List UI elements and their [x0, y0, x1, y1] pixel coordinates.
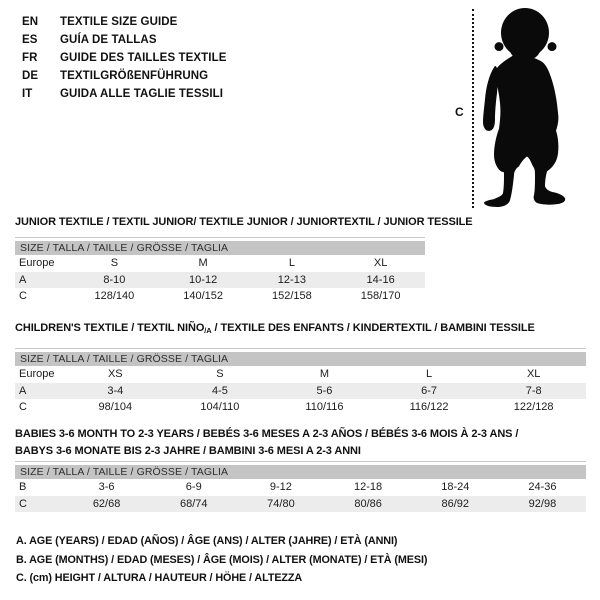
- size-cell: 68/74: [179, 497, 208, 510]
- row-label: B: [19, 481, 27, 494]
- size-cell: 24-36: [528, 481, 557, 494]
- baby-silhouette-icon: [479, 6, 579, 208]
- size-cell: 9-12: [269, 481, 292, 494]
- size-cell: 8-10: [103, 273, 126, 286]
- size-cell: L: [288, 257, 295, 270]
- table-row: [15, 479, 586, 496]
- table-row: [15, 383, 586, 400]
- size-cell: 92/98: [528, 497, 557, 510]
- size-cell: 104/110: [200, 401, 240, 414]
- height-measure-label: C: [455, 105, 464, 119]
- table-row: [15, 272, 425, 289]
- size-cell: 6-7: [421, 384, 438, 397]
- size-cell: 6-9: [185, 481, 202, 494]
- size-cell: 86/92: [441, 497, 470, 510]
- size-cell: S: [216, 368, 224, 381]
- legend-note-a: A. AGE (YEARS) / EDAD (AÑOS) / ÂGE (ANS) / ALTER (JAHRE) / ETÀ (ANNI): [16, 535, 398, 547]
- size-cell: M: [319, 368, 330, 381]
- row-label: C: [19, 497, 27, 510]
- language-code: IT: [22, 88, 33, 100]
- size-cell: 152/158: [271, 290, 312, 303]
- row-label: C: [19, 401, 27, 414]
- size-cell: 4-5: [211, 384, 228, 397]
- language-title: TEXTILGRÖßENFÜHRUNG: [60, 70, 209, 82]
- language-code: FR: [22, 52, 38, 64]
- size-cell: 7-8: [525, 384, 542, 397]
- row-label: A: [19, 384, 27, 397]
- language-row: [22, 13, 227, 31]
- size-cell: M: [198, 257, 208, 270]
- babies-title-line2: BABYS 3-6 MONATE BIS 2-3 JAHRE / BAMBINI 3-6 MESI A 2-3 ANNI: [15, 445, 361, 457]
- babies-size-table: [15, 461, 586, 512]
- legend-note-c: C. (cm) HEIGHT / ALTURA / HAUTEUR / HÖHE / ALTEZZA: [16, 572, 303, 584]
- size-cell: 12-13: [277, 273, 306, 286]
- size-cell: 74/80: [267, 497, 295, 510]
- size-cell: 62/68: [92, 497, 121, 510]
- size-header-bar: SIZE / TALLA / TAILLE / GRÖSSE / TAGLIA: [15, 465, 586, 479]
- row-label: A: [19, 273, 27, 286]
- children-title-post: / TEXTILE DES ENFANTS / KINDERTEXTIL / BAMBINI TESSILE: [211, 322, 535, 334]
- legend-note-b: B. AGE (MONTHS) / EDAD (MESES) / ÂGE (MOIS) / ALTER (MONATE) / ETÀ (MESI): [16, 553, 428, 566]
- junior-table-title: JUNIOR TEXTILE / TEXTIL JUNIOR/ TEXTILE JUNIOR / JUNIORTEXTIL / JUNIOR TESSILE: [15, 216, 473, 228]
- legend-notes: [16, 532, 427, 588]
- size-cell: 3-6: [98, 481, 115, 494]
- size-cell: 98/104: [98, 401, 133, 414]
- language-row: [22, 31, 227, 49]
- size-header-bar: SIZE / TALLA / TAILLE / GRÖSSE / TAGLIA: [15, 241, 425, 255]
- size-cell: 140/152: [183, 290, 223, 303]
- size-header-bar: SIZE / TALLA / TAILLE / GRÖSSE / TAGLIA: [15, 352, 586, 366]
- language-title: GUÍA DE TALLAS: [60, 34, 157, 46]
- language-title-list: [22, 13, 227, 103]
- size-cell: XL: [373, 257, 388, 270]
- children-title-pre: CHILDREN'S TEXTILE / TEXTIL NIÑO: [15, 322, 205, 334]
- table-row: [15, 496, 586, 513]
- language-row: [22, 85, 227, 103]
- language-title: TEXTILE SIZE GUIDE: [60, 16, 178, 28]
- size-cell: 10-12: [189, 273, 218, 286]
- size-cell: 158/170: [360, 290, 401, 303]
- size-cell: 5-6: [316, 384, 333, 397]
- table-row: [15, 366, 586, 383]
- table-row: [15, 399, 586, 416]
- size-cell: 110/116: [305, 401, 344, 414]
- size-cell: 128/140: [94, 290, 135, 303]
- size-cell: 80/86: [354, 497, 382, 510]
- row-label: Europe: [19, 368, 55, 381]
- size-cell: 12-18: [354, 481, 383, 494]
- babies-title-line1: BABIES 3-6 MONTH TO 2-3 YEARS / BEBÉS 3-6 MESES A 2-3 AÑOS / BÉBÉS 3-6 MOIS À 2-3 ANS /: [15, 428, 519, 440]
- size-cell: XL: [526, 368, 541, 381]
- language-code: EN: [22, 16, 39, 28]
- size-cell: 18-24: [441, 481, 470, 494]
- language-row: [22, 67, 227, 85]
- language-title: GUIDA ALLE TAGLIE TESSILI: [60, 88, 224, 100]
- children-title-sub: /A: [204, 326, 212, 335]
- row-label: C: [19, 290, 27, 303]
- row-label: Europe: [19, 257, 55, 270]
- table-row: [15, 255, 425, 272]
- children-size-table: [15, 348, 586, 416]
- height-measure-line: [472, 9, 474, 208]
- size-cell: 122/128: [513, 401, 554, 414]
- size-cell: 3-4: [107, 384, 124, 397]
- children-table-title: [15, 322, 535, 335]
- babies-table-title: [15, 426, 580, 460]
- size-cell: 116/122: [409, 401, 449, 414]
- size-cell: S: [110, 257, 119, 270]
- language-row: [22, 49, 227, 67]
- junior-size-table: [15, 237, 425, 305]
- language-code: ES: [22, 34, 38, 46]
- size-cell: XS: [107, 368, 123, 381]
- language-title: GUIDE DES TAILLES TEXTILE: [60, 52, 227, 64]
- language-code: DE: [22, 70, 39, 82]
- size-cell: 14-16: [366, 273, 395, 286]
- size-cell: L: [426, 368, 433, 381]
- table-row: [15, 288, 425, 305]
